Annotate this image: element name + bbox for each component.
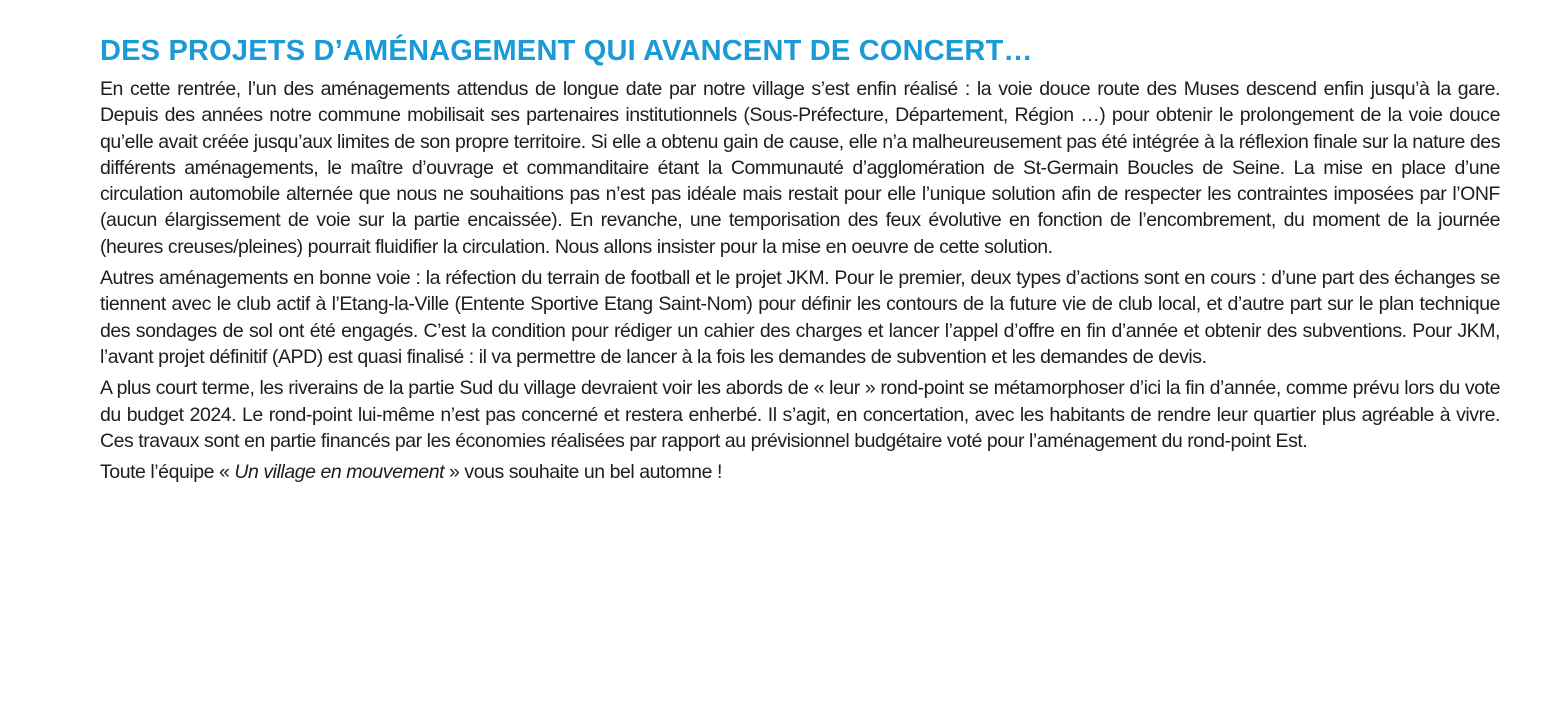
article — [100, 30, 1500, 485]
closing-after: » vous souhaite un bel automne ! — [444, 461, 722, 484]
paragraph-rond-point: A plus court terme, les riverains de la partie Sud du village devraient voir les abords de « leur » rond-point se métamorphoser d’ici la fin d’année, comme prévu lors du vote du budget 2024. Le rond-point lui-même n’est pas concerné et restera enherbé. Il s’agit, en concertation, avec les habitants de rendre leur quartier plus agréable à vivre. Ces travaux sont en partie financés par les économies réalisées par rapport au prévisionnel budgétaire voté pour l’aménagement du rond-point Est. — [100, 377, 1500, 452]
closing-before: Toute l’équipe « — [100, 461, 235, 484]
closing-line — [100, 459, 1500, 485]
closing-team-name: Un village en mouvement — [234, 461, 445, 484]
paragraph-voie-douce: En cette rentrée, l’un des aménagements attendus de longue date par notre village s’est enfin réalisé : la voie douce route des Muses descend enfin jusqu’à la gare. Depuis des années notre commune mobilisait ses partenaires institutionnels (Sous-Préfecture, Département, Région …) pour obtenir le prolongement de la voie douce qu’elle avait créée jusqu’aux limites de son propre territoire. Si elle a obtenu gain de cause, elle n’a malheureusement pas été intégrée à la réflexion finale sur la nature des différents aménagements, le maître d’ouvrage et commanditaire étant la Communauté d’agglomération de St-Germain Boucles de Seine. La mise en place d’une circulation automobile alternée que nous ne souhaitions pas n’est pas idéale mais restait pour elle l’unique solution afin de respecter les contraintes imposées par l’ONF (aucun élargissement de voie sur la partie encaissée). En revanche, une temporisation des feux évolutive en fonction de l’encombrement, du moment de la journée (heures creuses/pleines) pourrait fluidifier la circulation. Nous allons insister pour la mise en oeuvre de cette solution. — [100, 78, 1500, 258]
paragraph-football-jkm: Autres aménagements en bonne voie : la réfection du terrain de football et le projet JKM. Pour le premier, deux types d’actions sont en cours : d’une part des échanges se tiennent avec le club actif à l’Etang-la-Ville (Entente Sportive Etang Saint-Nom) pour définir les contours de la future vie de club local, et d’autre part sur le plan technique des sondages de sol ont été engagés. C’est la condition pour rédiger un cahier des charges et lancer l’appel d’offre en fin d’année et obtenir des subventions. Pour JKM, l’avant projet définitif (APD) est quasi finalisé : il va permettre de lancer à la fois les demandes de subvention et les demandes de devis. — [100, 267, 1500, 368]
article-title: DES PROJETS D’AMÉNAGEMENT QUI AVANCENT DE CONCERT… — [100, 35, 1033, 67]
